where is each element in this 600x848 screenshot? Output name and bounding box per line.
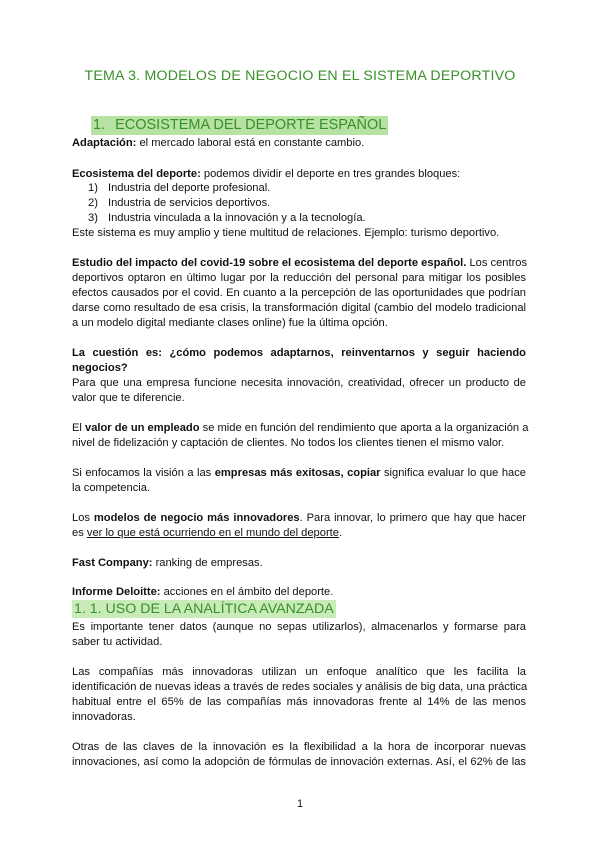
list-text: Industria del deporte profesional. <box>108 182 271 194</box>
estudio-text: Los centros <box>466 257 528 269</box>
estudio-line-5: a un modelo digital mediante clases online) fue la última opción. <box>72 317 388 329</box>
estudio-label: Estudio del impacto del covid-19 sobre el ecosistema del deporte español. <box>72 257 467 269</box>
modelos-line-2 <box>72 526 526 542</box>
enfocamos-bold-2: copiar <box>347 467 381 479</box>
list-number: 1) <box>88 182 98 194</box>
estudio-line-3: efectos causados por el covid. En cuanto a la percepción de las oportunidades que podrían <box>72 287 526 299</box>
modelos-line2-end: . <box>338 527 343 539</box>
companias-line-2: identificación de nuevas ideas a través de redes sociales y análisis de big data, una práctica <box>72 681 528 693</box>
modelos-line-1 <box>72 511 526 527</box>
enfocamos-line-2: la competencia. <box>72 482 151 494</box>
modelos-pre: Los <box>72 512 94 524</box>
list-item <box>88 181 542 197</box>
deloitte-paragraph <box>72 585 526 601</box>
datos-line-2: saber tu actividad. <box>72 636 163 648</box>
companias-line-4: innovadoras. <box>72 711 136 723</box>
valor-bold: valor de un empleado <box>85 422 200 434</box>
cuestion-line-1: La cuestión es: ¿cómo podemos adaptarnos, reinventarnos y seguir haciendo <box>72 347 526 359</box>
valor-line-2: nivel de fidelización y captación de clientes. No todos los clientes tienen el mismo valor. <box>72 437 505 449</box>
ecosistema-after: Este sistema es muy amplio y tiene multitud de relaciones. Ejemplo: turismo deportivo. <box>72 227 500 239</box>
otras-line-2: innovaciones, así como la adopción de fórmulas de innovación externas. Así, el 62% de las <box>72 756 526 768</box>
list-text: Industria de servicios deportivos. <box>108 197 271 209</box>
page-number: 1 <box>296 798 304 810</box>
list-item <box>88 211 542 227</box>
adaptacion-paragraph <box>72 136 526 152</box>
list-text: Industria vinculada a la innovación y a la tecnología. <box>108 212 366 224</box>
section-title: ECOSISTEMA DEL DEPORTE ESPAÑOL <box>115 117 387 133</box>
ecosistema-text: podemos dividir el deporte en tres grandes bloques: <box>200 168 461 180</box>
companias-line-3: habitual entre el 65% de las compañías más innovadoras frente al 14% de las menos <box>72 696 526 708</box>
valor-line-1 <box>72 421 529 437</box>
list-number: 2) <box>88 197 98 209</box>
document-title: TEMA 3. MODELOS DE NEGOCIO EN EL SISTEMA DEPORTIVO <box>84 68 516 84</box>
cuestion-line-3: Para que una empresa funcione necesita innovación, creatividad, ofrecer un producto de <box>72 377 526 389</box>
adaptacion-label: Adaptación: <box>72 137 137 149</box>
deloitte-text: acciones en el ámbito del deporte. <box>160 586 334 598</box>
cuestion-line-4: valor que te diferencie. <box>72 392 185 404</box>
valor-rest: se mide en función del rendimiento que aporta a la organización a <box>199 422 529 434</box>
enfocamos-line-1 <box>72 466 526 482</box>
datos-line-1: Es importante tener datos (aunque no sepas utilizarlos), almacenarlos y formarse para <box>72 621 526 633</box>
list-item <box>88 196 542 212</box>
modelos-bold: modelos de negocio más innovadores <box>93 512 300 524</box>
estudio-line-4: darse como resultado de esa crisis, la transformación digital (cambio del modelo tradicional <box>72 302 526 314</box>
enfocamos-comma: , <box>340 467 348 479</box>
deloitte-label: Informe Deloitte: <box>72 586 161 598</box>
list-number: 3) <box>88 212 98 224</box>
ecosistema-label: Ecosistema del deporte: <box>72 168 201 180</box>
section-number: 1. <box>93 117 106 133</box>
adaptacion-text: el mercado laboral está en constante cambio. <box>136 137 365 149</box>
section-heading-1-1: 1. 1. USO DE LA ANALÍTICA AVANZADA <box>74 601 334 617</box>
enfocamos-bold-1: empresas más exitosas <box>214 467 341 479</box>
enfocamos-rest: significa evaluar lo que hace <box>380 467 526 479</box>
enfocamos-pre: Si enfocamos la visión a las <box>72 467 215 479</box>
estudio-line-1 <box>72 256 526 272</box>
section-heading-1 <box>91 116 388 135</box>
fast-company-label: Fast Company: <box>72 557 153 569</box>
valor-pre: El <box>72 422 86 434</box>
estudio-line-2: deportivos optaron en último lugar por la reducción del personal para mitigar los posibles <box>72 272 526 284</box>
modelos-line2-pre: es <box>72 527 87 539</box>
companias-line-1: Las compañías más innovadoras utilizan un enfoque analítico que les facilita la <box>72 666 526 678</box>
otras-line-1: Otras de las claves de la innovación es la flexibilidad a la hora de incorporar nuevas <box>72 741 526 753</box>
cuestion-line-2: negocios? <box>72 362 128 374</box>
modelos-underlined: ver lo que está ocurriendo en el mundo del deporte <box>86 527 339 539</box>
modelos-rest: . Para innovar, lo primero que hay que hacer <box>299 512 527 524</box>
fast-company-text: ranking de empresas. <box>152 557 263 569</box>
fast-company-paragraph <box>72 556 526 572</box>
